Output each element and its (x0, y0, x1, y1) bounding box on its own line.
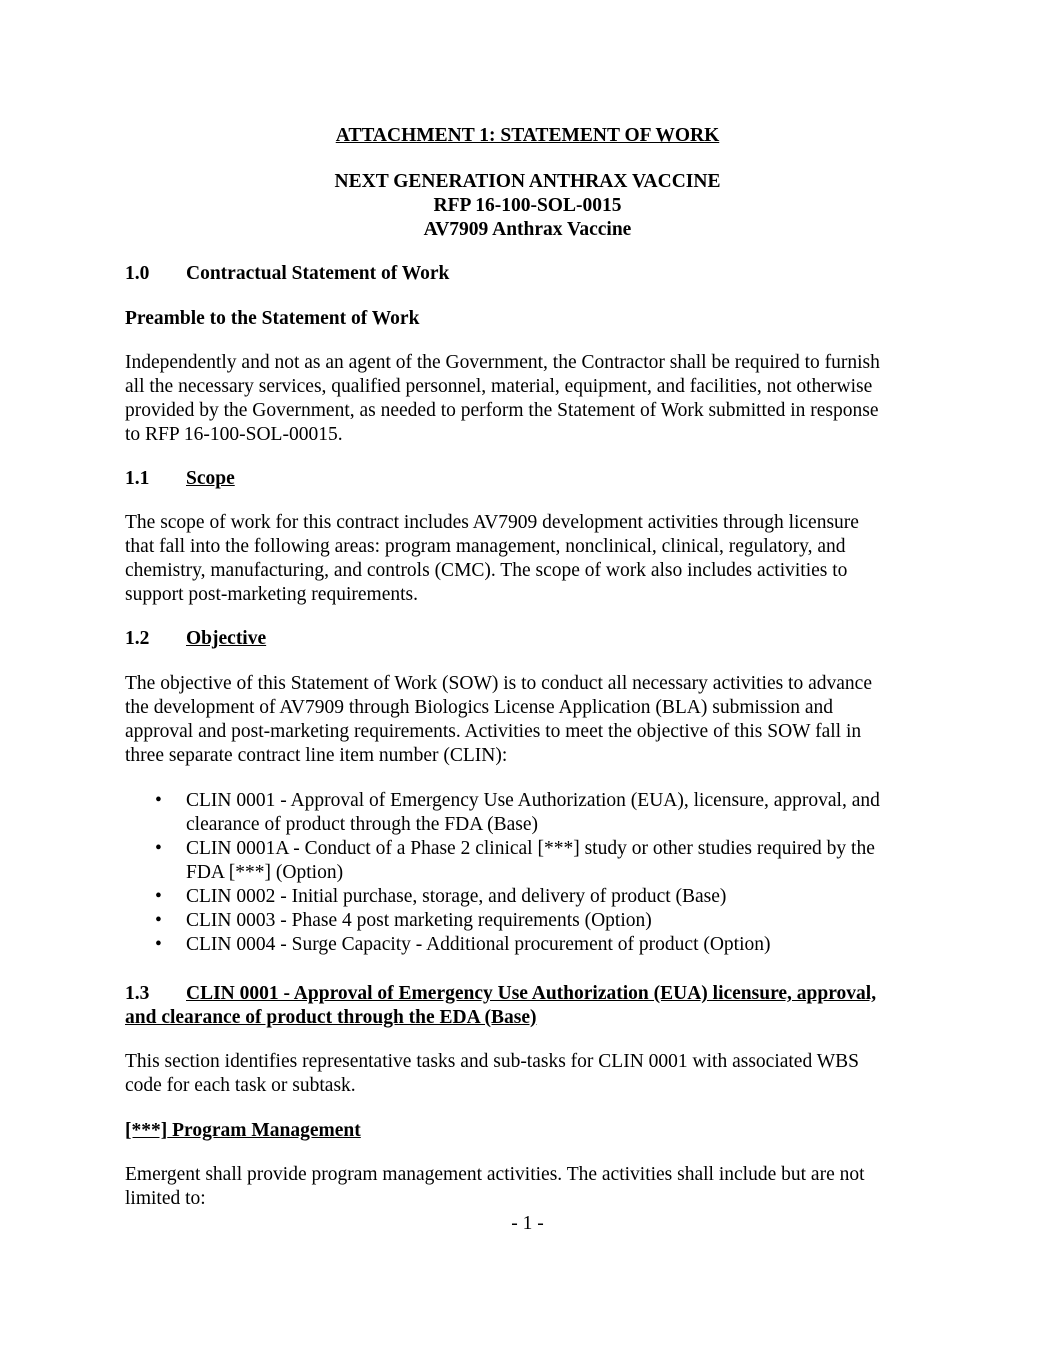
list-item-line: FDA [***] (Option) (186, 862, 344, 883)
section-title: Contractual Statement of Work (186, 263, 450, 284)
list-item-line: CLIN 0001A - Conduct of a Phase 2 clinical [***] study or other studies required by the (186, 838, 875, 859)
clin-0001-paragraph (125, 1050, 945, 1098)
paragraph-line: the development of AV7909 through Biologics License Application (BLA) submission and (125, 697, 834, 718)
section-title: CLIN 0001 - Approval of Emergency Use Authorization (EUA) licensure, approval, (186, 983, 877, 1004)
paragraph-line: provided by the Government, as needed to perform the Statement of Work submitted in response (125, 400, 879, 421)
section-number: 1.2 (125, 628, 150, 649)
list-item (125, 909, 945, 933)
paragraph-line: that fall into the following areas: program management, nonclinical, clinical, regulatory, and (125, 536, 846, 557)
page-number: - 1 - (511, 1213, 544, 1234)
section-1-0-heading (125, 262, 449, 286)
bullet-icon: • (155, 838, 162, 859)
subtitle-rfp: RFP 16-100-SOL-0015 (433, 195, 622, 216)
list-item-line: CLIN 0002 - Initial purchase, storage, and delivery of product (Base) (186, 886, 727, 907)
paragraph-line: three separate contract line item number (CLIN): (125, 745, 508, 766)
objective-paragraph (125, 672, 945, 768)
document-title: ATTACHMENT 1: STATEMENT OF WORK (335, 125, 720, 146)
subtitle-product: AV7909 Anthrax Vaccine (423, 219, 632, 240)
program-management-heading (125, 1119, 361, 1143)
list-item-line: CLIN 0003 - Phase 4 post marketing requirements (Option) (186, 910, 652, 931)
paragraph-line: support post-marketing requirements. (125, 584, 418, 605)
bullet-icon: • (155, 790, 162, 811)
paragraph-line: The scope of work for this contract includes AV7909 development activities through licensure (125, 512, 859, 533)
bullet-icon: • (155, 934, 162, 955)
list-item (125, 789, 945, 837)
paragraph-line: code for each task or subtask. (125, 1075, 356, 1096)
preamble-heading: Preamble to the Statement of Work (125, 308, 420, 329)
list-item-line: clearance of product through the FDA (Base) (186, 814, 538, 835)
paragraph-line: The objective of this Statement of Work (SOW) is to conduct all necessary activities to advance (125, 673, 872, 694)
list-item (125, 837, 945, 885)
program-management-paragraph (125, 1163, 945, 1211)
paragraph-line: Independently and not as an agent of the Government, the Contractor shall be required to furnish (125, 352, 880, 373)
redaction-mark: [***] (125, 1120, 168, 1141)
section-1-3-heading (125, 982, 876, 1006)
list-item (125, 885, 945, 909)
section-title: Objective (186, 628, 267, 649)
paragraph-line: chemistry, manufacturing, and controls (CMC). The scope of work also includes activities to (125, 560, 848, 581)
bullet-icon: • (155, 910, 162, 931)
preamble-paragraph (125, 351, 945, 447)
scope-paragraph (125, 511, 945, 607)
paragraph-line: all the necessary services, qualified personnel, material, equipment, and facilities, not otherwise (125, 376, 873, 397)
paragraph-line: Emergent shall provide program management activities. The activities shall include but are not (125, 1164, 865, 1185)
bullet-icon: • (155, 886, 162, 907)
section-1-3-heading-continued: and clearance of product through the EDA (Base) (125, 1007, 537, 1028)
section-1-1-heading (125, 467, 235, 491)
list-item-line: CLIN 0001 - Approval of Emergency Use Authorization (EUA), licensure, approval, and (186, 790, 880, 811)
section-title: Scope (186, 468, 235, 489)
subtitle-program: NEXT GENERATION ANTHRAX VACCINE (334, 171, 721, 192)
paragraph-line: This section identifies representative tasks and sub-tasks for CLIN 0001 with associated WBS (125, 1051, 859, 1072)
paragraph-line: to RFP 16-100-SOL-00015. (125, 424, 343, 445)
list-item-line: CLIN 0004 - Surge Capacity - Additional procurement of product (Option) (186, 934, 771, 955)
program-management-title: Program Management (167, 1120, 361, 1141)
section-number: 1.1 (125, 468, 150, 489)
paragraph-line: approval and post-marketing requirements. Activities to meet the objective of this SOW fall in (125, 721, 862, 742)
section-number: 1.0 (125, 263, 150, 284)
paragraph-line: limited to: (125, 1188, 206, 1209)
section-number: 1.3 (125, 983, 150, 1004)
list-item (125, 933, 945, 957)
clin-bullet-list (125, 789, 945, 957)
section-1-2-heading (125, 627, 266, 651)
